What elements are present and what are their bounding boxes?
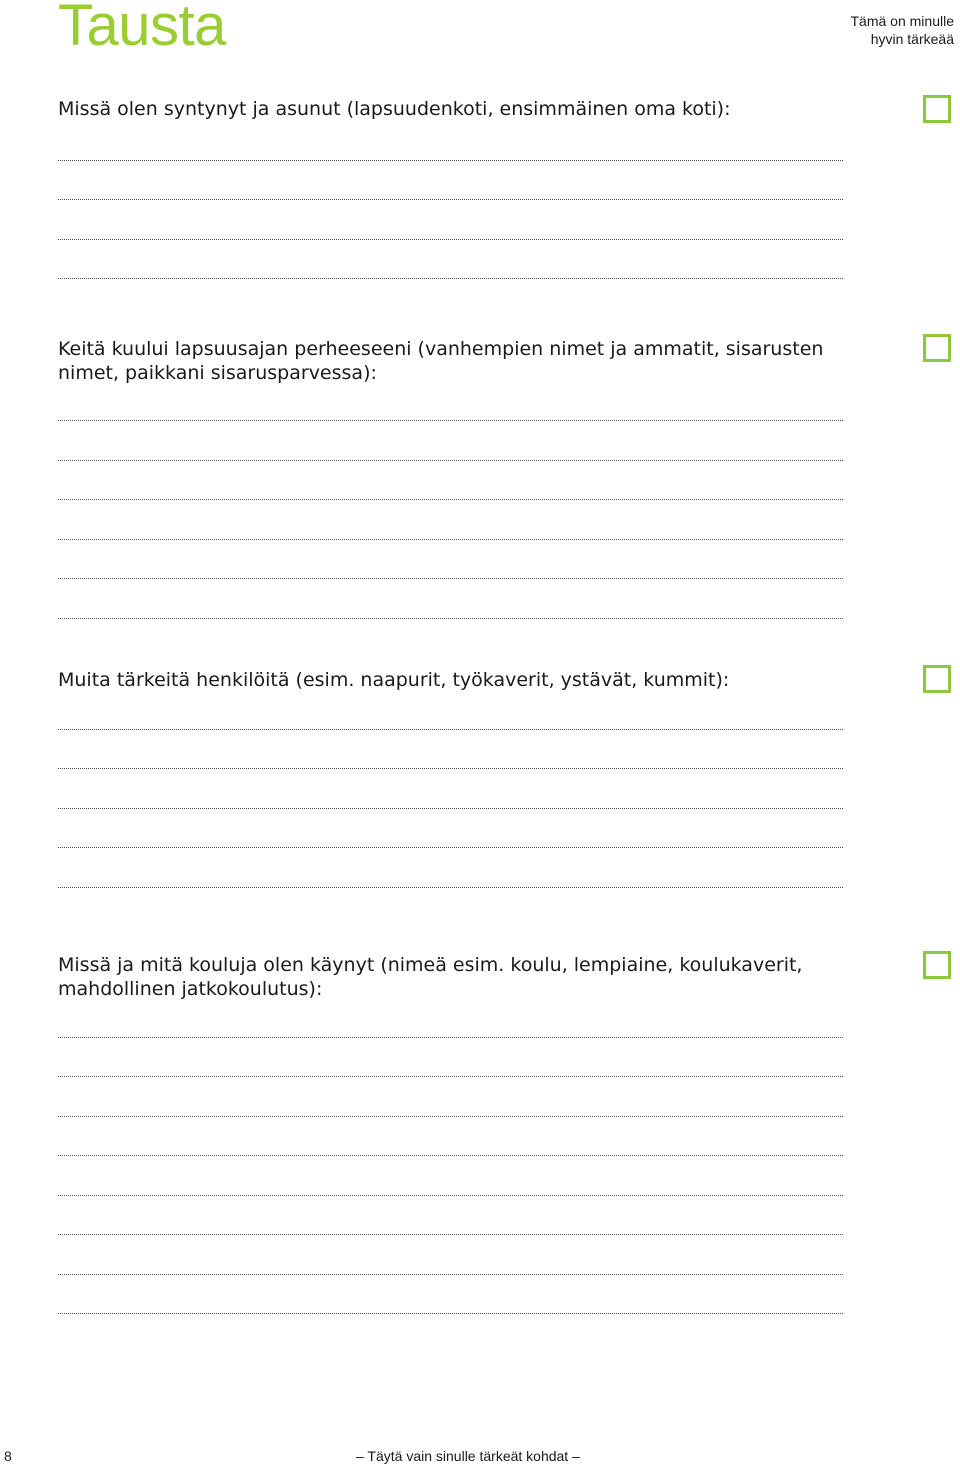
importance-checkbox[interactable] xyxy=(923,665,951,693)
answer-line[interactable] xyxy=(58,1195,843,1196)
question-label: Muita tärkeitä henkilöitä (esim. naapurit, työkaverit, ystävät, kummit): xyxy=(58,669,730,691)
importance-label-line1: Tämä on minulle xyxy=(850,13,954,29)
question-label: Missä ja mitä kouluja olen käynyt (nimeä esim. koulu, lempiaine, koulukaverit, mahdollinen jatkokoulutus): xyxy=(58,954,803,1000)
importance-checkbox[interactable] xyxy=(923,95,951,123)
answer-line[interactable] xyxy=(58,239,843,240)
answer-line[interactable] xyxy=(58,199,843,200)
answer-line[interactable] xyxy=(58,887,843,888)
importance-column-header xyxy=(851,12,955,48)
answer-line[interactable] xyxy=(58,1076,843,1077)
answer-line[interactable] xyxy=(58,1037,843,1038)
answer-line[interactable] xyxy=(58,768,843,769)
importance-checkbox[interactable] xyxy=(923,951,951,979)
answer-line[interactable] xyxy=(58,278,843,279)
importance-label-line2: hyvin tärkeää xyxy=(870,31,954,47)
page-title: Tausta xyxy=(58,0,226,58)
answer-line[interactable] xyxy=(58,420,843,421)
answer-line[interactable] xyxy=(58,847,843,848)
importance-checkbox[interactable] xyxy=(923,334,951,362)
answer-line[interactable] xyxy=(58,1116,843,1117)
answer-line[interactable] xyxy=(58,808,843,809)
page-number: 8 xyxy=(4,1448,12,1464)
answer-line[interactable] xyxy=(58,618,843,619)
answer-line[interactable] xyxy=(58,1155,843,1156)
answer-line[interactable] xyxy=(58,539,843,540)
question-label: Keitä kuului lapsuusajan perheeseeni (vanhempien nimet ja ammatit, sisarusten nimet, paikkani sisarusparvessa): xyxy=(58,338,824,384)
answer-line[interactable] xyxy=(58,1274,843,1275)
footer-note: – Täytä vain sinulle tärkeät kohdat – xyxy=(356,1448,580,1464)
answer-line[interactable] xyxy=(58,1313,843,1314)
answer-line[interactable] xyxy=(58,578,843,579)
answer-line[interactable] xyxy=(58,1234,843,1235)
answer-line[interactable] xyxy=(58,729,843,730)
question-label: Missä olen syntynyt ja asunut (lapsuudenkoti, ensimmäinen oma koti): xyxy=(58,98,731,120)
answer-line[interactable] xyxy=(58,499,843,500)
answer-line[interactable] xyxy=(58,460,843,461)
answer-line[interactable] xyxy=(58,160,843,161)
